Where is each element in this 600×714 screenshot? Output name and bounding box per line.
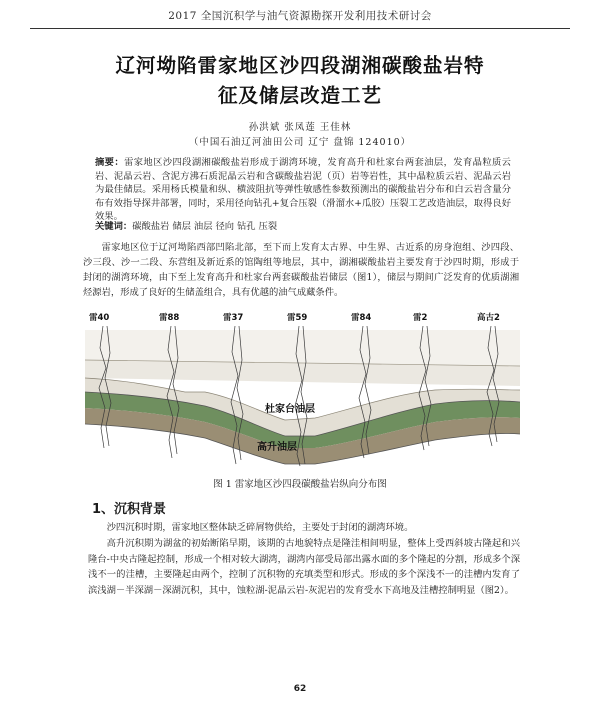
intro-paragraph: 雷家地区位于辽河坳陷西部凹陷北部，至下而上发育太古界、中生界、古近系的房身泡组、沙四段、沙三段、沙一二段、东营组及新近系的馆陶组等地层，其中，湖湘碳酸盐岩主要发育于沙四时期，形成于封闭的湖湾环境，由下至上发育高升和杜家台两套碳酸盐岩储层（图1），储层与期间广泛发育的优质湖湘烃源岩，形成了良好的生储盖组合，具有优越的油气成藏条件。 xyxy=(83,242,519,298)
well-label-lei84: 雷84 xyxy=(351,313,372,323)
dujiatai-layer-label: 杜家台油层 xyxy=(265,404,315,415)
abstract-text: 雷家地区沙四段湖湘碳酸盐岩形成于湖湾环境，发育高升和杜家台两套油层，发育晶粒质云岩、泥晶云岩、含泥方沸石质泥晶云岩和含碳酸盐岩泥（页）岩等岩性，其中晶粒质云岩、泥晶云岩为最佳储层。采用杨氏模量和纵、横波阻抗等弹性敏感性参数预测出的碳酸盐岩分布和白云岩含量分布有效指导探井部署，同时，采用径向钻孔+复合压裂（滑溜水+瓜胶）压裂工艺改造油层，取得良好效果。 xyxy=(95,157,511,222)
section-1-heading: 1、沉积背景 xyxy=(92,502,167,517)
cross-section-figure xyxy=(85,308,520,470)
paper-title-line-2: 征及储层改造工艺 xyxy=(217,84,382,107)
keywords-label: 关键词： xyxy=(95,221,133,232)
well-label-lei37: 雷37 xyxy=(223,313,244,323)
well-label-lei40: 雷40 xyxy=(89,313,110,323)
well-label-gaogu2: 高古2 xyxy=(477,313,500,323)
keywords-text: 碳酸盐岩 储层 油层 径向 钻孔 压裂 xyxy=(132,221,278,232)
figure-caption: 图 1 雷家地区沙四段碳酸盐岩纵向分布图 xyxy=(213,479,387,490)
running-head: 2017 全国沉积学与油气资源勘探开发利用技术研讨会 xyxy=(168,10,432,22)
affiliation: （中国石油辽河油田公司 辽宁 盘锦 124010） xyxy=(188,137,412,148)
header-rule xyxy=(30,28,570,29)
page-number: 62 xyxy=(293,684,307,694)
keywords xyxy=(95,220,511,233)
section-1-paragraph-2: 高升沉积期为湖盆的初始断陷早期，该期的古地貌特点是隆洼相间明显，整体上受西斜坡古隆起和兴隆台-中央古隆起控制，形成一个相对较大湖湾，湖湾内部受局部出露水面的多个隆起的分割，形成多个深浅不一的洼槽，主要隆起由两个，控制了沉积物的充填类型和形式。形成的多个深浅不一的洼槽内发育了滨浅湖－半深湖－深湖沉积，其中，蚀粒湖-泥晶云岩-灰泥岩的发育受水下高地及洼槽控制明显（图2）。 xyxy=(88,538,520,596)
abstract-label: 摘要： xyxy=(95,157,125,168)
author-list: 孙洪斌 张凤莲 王佳林 xyxy=(248,122,352,133)
paper-title-line-1: 辽河坳陷雷家地区沙四段湖湘碳酸盐岩特 xyxy=(115,54,485,77)
gaosheng-layer-label: 高升油层 xyxy=(257,442,297,453)
abstract xyxy=(95,156,511,224)
section-1-paragraph-1: 沙四沉积时期，雷家地区整体缺乏碎屑物供给，主要处于封闭的湖湾环境。 xyxy=(106,522,414,533)
well-label-lei59: 雷59 xyxy=(287,313,308,323)
well-label-lei2: 雷2 xyxy=(413,313,428,323)
well-label-lei88: 雷88 xyxy=(159,313,180,323)
